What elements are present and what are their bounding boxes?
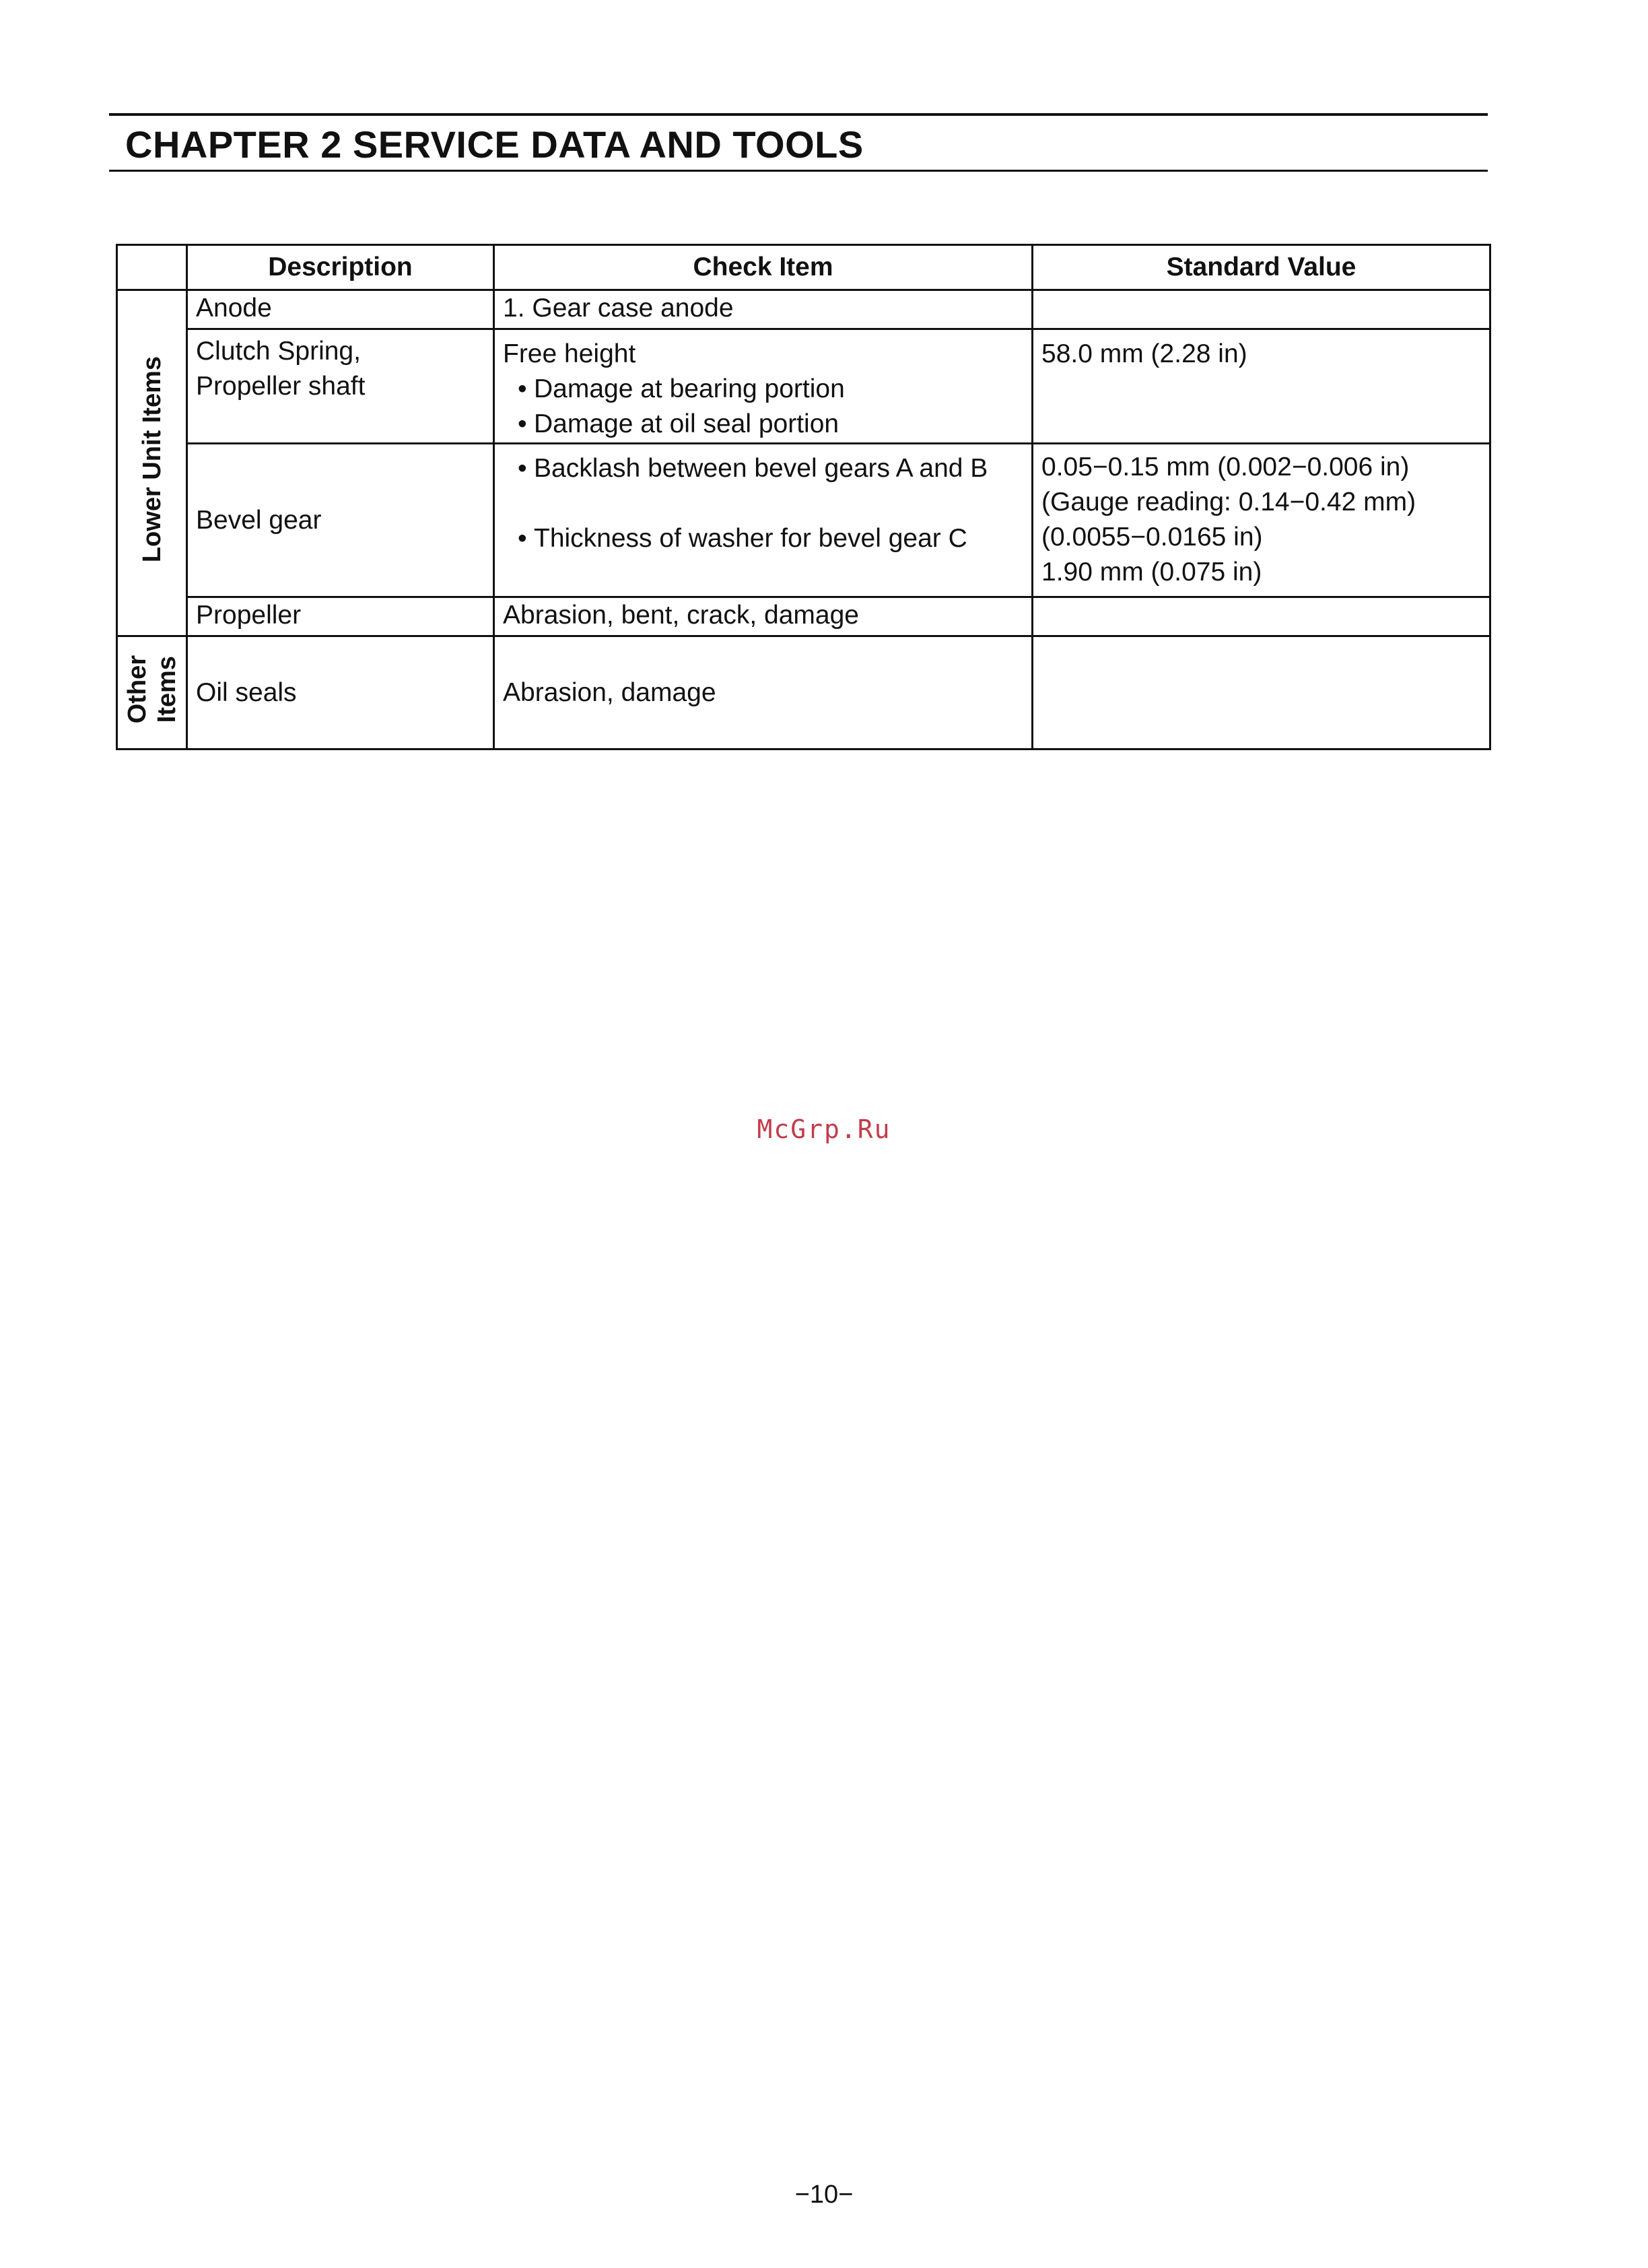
standard-value-text: (0.0055−0.0165 in): [1041, 523, 1263, 552]
table-row: [117, 636, 1490, 749]
table-header-row: [117, 245, 1490, 290]
description-cell: [187, 597, 494, 636]
check-item-cell: [494, 597, 1033, 636]
header-standard-value: Standard Value: [1033, 245, 1490, 290]
group-label-cell: [117, 636, 187, 749]
check-item-bullet: • Thickness of washer for bevel gear C: [503, 521, 1023, 556]
description-text: Propeller: [196, 601, 302, 630]
standard-value-text: (Gauge reading: 0.14−0.42 mm): [1041, 488, 1416, 516]
standard-value-cell: [1033, 597, 1490, 636]
standard-value-text: 0.05−0.15 mm (0.002−0.006 in): [1041, 453, 1410, 481]
watermark: McGrp.Ru: [757, 1114, 891, 1144]
check-item-bullet: • Backlash between bevel gears A and B: [503, 451, 1023, 486]
check-item-cell: [494, 329, 1033, 444]
table-row: [117, 290, 1490, 329]
group-label-lower-unit: Lower Unit Items: [137, 356, 166, 563]
check-item-bullet: • Damage at bearing portion: [503, 372, 1023, 407]
description-text: Oil seals: [196, 677, 297, 707]
check-item-cell: [494, 290, 1033, 329]
description-text: Anode: [196, 294, 272, 323]
check-item-text: Free height: [503, 339, 636, 368]
description-text: Bevel gear: [196, 505, 322, 535]
group-label-other-items: [123, 655, 182, 723]
check-item-text: Abrasion, damage: [503, 677, 716, 707]
standard-value-cell: [1033, 290, 1490, 329]
check-item-bullet: • Damage at oil seal portion: [503, 407, 1023, 442]
standard-value-cell: [1033, 329, 1490, 444]
check-item-cell: [494, 636, 1033, 749]
page-number: −10−: [794, 2180, 854, 2209]
standard-value-cell: [1033, 636, 1490, 749]
description-text: Clutch Spring,: [196, 337, 361, 366]
group-label-cell: [117, 290, 187, 636]
header-group: [117, 245, 187, 290]
standard-value-cell: [1033, 444, 1490, 597]
chapter-header: [109, 113, 1488, 172]
check-item-text: Abrasion, bent, crack, damage: [503, 601, 859, 630]
description-cell: [187, 290, 494, 329]
table-row: [117, 597, 1490, 636]
header-check-item: Check Item: [494, 245, 1033, 290]
header-description: Description: [187, 245, 494, 290]
standard-value-text: 58.0 mm (2.28 in): [1041, 339, 1247, 368]
standard-value-text: 1.90 mm (0.075 in): [1041, 558, 1262, 587]
service-data-table: [116, 244, 1491, 750]
description-text: Propeller shaft: [196, 372, 366, 401]
description-cell: [187, 636, 494, 749]
group-label-line: Items: [152, 655, 181, 723]
description-cell: [187, 444, 494, 597]
table-row: [117, 444, 1490, 597]
group-label-line: Other: [123, 655, 151, 724]
description-cell: [187, 329, 494, 444]
chapter-title: CHAPTER 2 SERVICE DATA AND TOOLS: [125, 123, 864, 166]
check-item-cell: [494, 444, 1033, 597]
check-item-text: 1. Gear case anode: [503, 294, 734, 323]
table-row: [117, 329, 1490, 444]
